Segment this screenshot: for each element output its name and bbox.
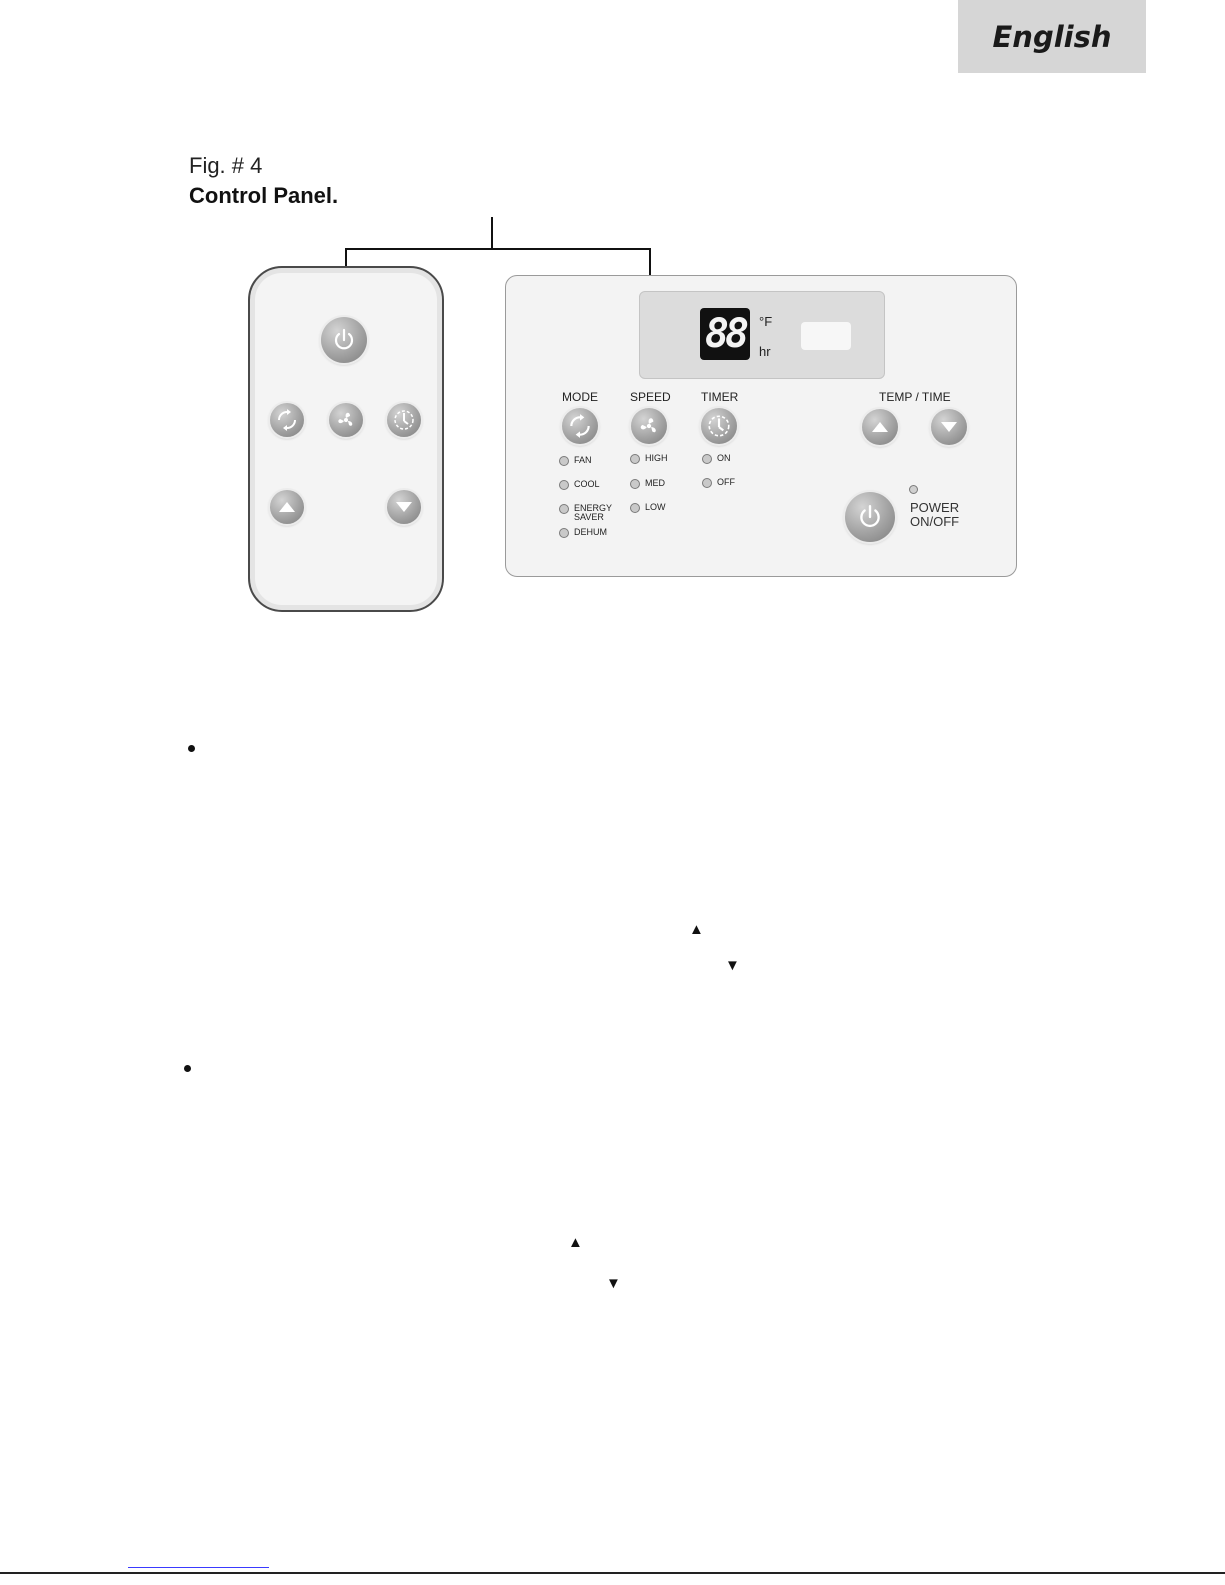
- footer-rule: [0, 1572, 1225, 1574]
- indicator-dehum: [559, 528, 607, 538]
- remote-fan-button[interactable]: [329, 403, 363, 437]
- down-triangle-symbol: ▼: [725, 957, 740, 974]
- display-digits: 88: [700, 308, 750, 360]
- panel-timer-button[interactable]: [701, 408, 737, 444]
- power-indicator-light: [909, 485, 918, 494]
- up-arrow-icon: [277, 500, 297, 514]
- timer-icon: [392, 408, 416, 432]
- indicator-timer-on: [702, 454, 731, 464]
- power-label-line2: ON/OFF: [910, 514, 960, 529]
- temp-time-label: TEMP / TIME: [879, 390, 951, 404]
- speed-label: SPEED: [630, 390, 671, 404]
- up-triangle-symbol: ▲: [689, 921, 704, 938]
- panel-speed-button[interactable]: [631, 408, 667, 444]
- power-label-line1: POWER: [910, 500, 960, 515]
- indicator-light: [630, 454, 640, 464]
- indicator-light: [559, 528, 569, 538]
- down-arrow-icon: [394, 500, 414, 514]
- panel-mode-button[interactable]: [562, 408, 598, 444]
- remote-power-button[interactable]: [321, 317, 367, 363]
- mode-label: MODE: [562, 390, 598, 404]
- panel-temp-down-button[interactable]: [931, 409, 967, 445]
- power-label: [910, 501, 959, 529]
- remote-up-button[interactable]: [270, 490, 304, 524]
- language-tab[interactable]: English: [958, 0, 1146, 73]
- bullet-point: [188, 745, 195, 752]
- unit-fahrenheit: °F: [759, 314, 773, 329]
- remote-down-button[interactable]: [387, 490, 421, 524]
- mode-option-label: FAN: [574, 455, 592, 465]
- power-icon: [856, 503, 884, 531]
- down-arrow-icon: [939, 420, 959, 434]
- callout-bar: [345, 248, 651, 250]
- indicator-low: [630, 503, 666, 513]
- indicator-light: [702, 454, 712, 464]
- footer-link-underline[interactable]: [128, 1567, 269, 1568]
- mode-option-label: COOL: [574, 479, 600, 489]
- indicator-energy-saver: [559, 504, 616, 522]
- bullet-point: [184, 1065, 191, 1072]
- indicator-light: [702, 478, 712, 488]
- timer-icon: [706, 413, 732, 439]
- display-window: [639, 291, 885, 379]
- remote-control: [248, 266, 444, 612]
- callout-stem: [491, 217, 493, 250]
- control-panel: [505, 275, 1017, 577]
- timer-option-label: OFF: [717, 477, 735, 487]
- panel-temp-up-button[interactable]: [862, 409, 898, 445]
- indicator-light: [630, 503, 640, 513]
- mode-icon: [567, 413, 593, 439]
- indicator-cool: [559, 480, 600, 490]
- indicator-fan: [559, 456, 592, 466]
- up-arrow-icon: [870, 420, 890, 434]
- mode-option-label: ENERGY SAVER: [574, 503, 612, 522]
- indicator-high: [630, 454, 668, 464]
- indicator-light: [559, 504, 569, 514]
- panel-power-button[interactable]: [845, 492, 895, 542]
- mode-option-label: DEHUM: [574, 527, 607, 537]
- unit-hours: hr: [759, 344, 771, 359]
- speed-option-label: MED: [645, 478, 665, 488]
- indicator-light: [630, 479, 640, 489]
- remote-timer-button[interactable]: [387, 403, 421, 437]
- up-triangle-symbol: ▲: [568, 1234, 583, 1251]
- figure-title: Control Panel.: [189, 183, 339, 208]
- indicator-timer-off: [702, 478, 735, 488]
- power-icon: [331, 327, 357, 353]
- mode-icon: [275, 408, 299, 432]
- indicator-med: [630, 479, 665, 489]
- fan-icon: [334, 408, 358, 432]
- figure-number: Fig. # 4: [189, 153, 263, 178]
- indicator-light: [559, 480, 569, 490]
- timer-label: TIMER: [701, 390, 739, 404]
- remote-sensor-window: [801, 322, 851, 350]
- indicator-light: [559, 456, 569, 466]
- speed-option-label: LOW: [645, 502, 666, 512]
- timer-option-label: ON: [717, 453, 731, 463]
- fan-icon: [636, 413, 662, 439]
- speed-option-label: HIGH: [645, 453, 668, 463]
- remote-mode-button[interactable]: [270, 403, 304, 437]
- down-triangle-symbol: ▼: [606, 1275, 621, 1292]
